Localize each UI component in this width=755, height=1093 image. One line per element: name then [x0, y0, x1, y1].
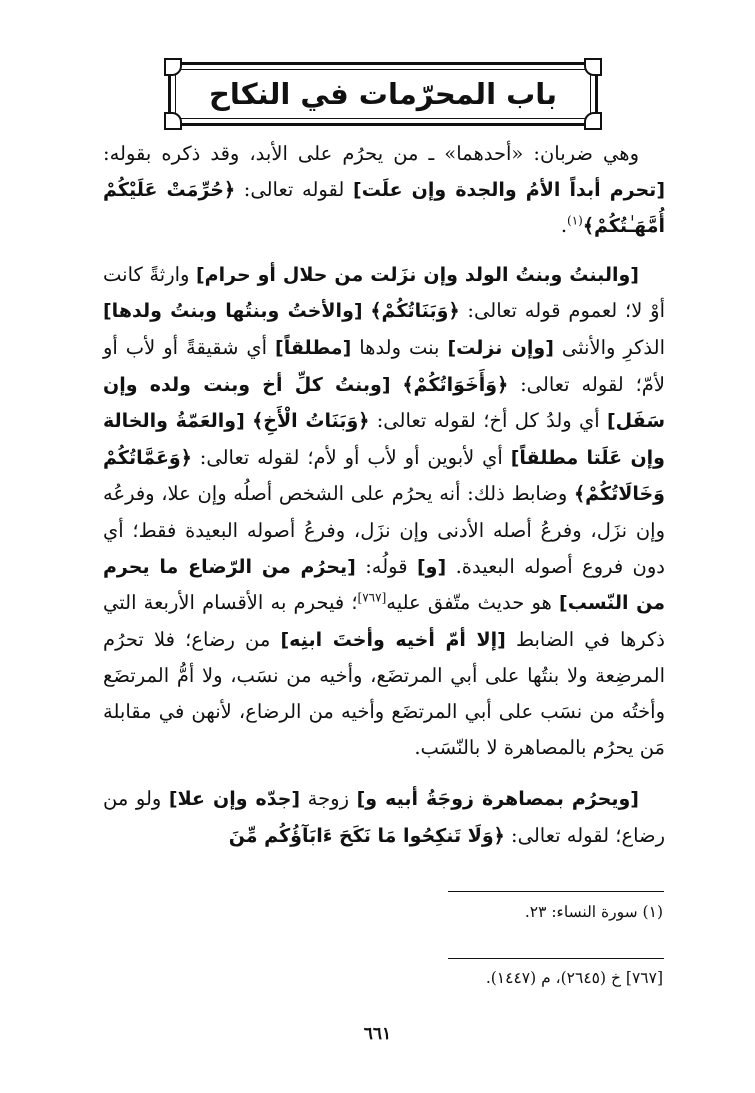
text-run: قولُه: — [355, 554, 417, 578]
quran-verse: ﴿وَأَخَوَاتُكُمْ﴾ — [402, 373, 509, 396]
text-run: ؛ فيحرم به الأقسام الأربعة التي ذكرها في الضابط — [103, 591, 665, 651]
chapter-title: باب المحرّمات في النكاح — [208, 77, 558, 111]
text-run: أي شقيقةً أو لأب أو لأمّ؛ لقوله تعالى: — [103, 335, 665, 396]
text-run: وضابط ذلك: أنه يحرُم على الشخص أصلُه وإن علا، وفرعُه وإن نزَل، وفرعُ أصله الأدنى وإن نزَل، وفرعُ أصوله البعيدة فقط؛ أي دون فروع أصوله البعيدة. — [103, 482, 665, 578]
text-run: من رضاع؛ فلا تحرُم المرضِعة ولا بنتُها على أبي المرتضَع، وأخيه من نسَب، ولا أمُّ المرتضَع وأختُه من نسَب على أبي المرتضَع وأخيه من الرضاع، لأنهن في مقابلة مَن يحرُم بالمصاهرة لا بالنّسَب. — [103, 627, 665, 759]
matn-bold-text: [والبنتُ وبنتُ الولد وإن نزَلت من حلال أو حرام] — [196, 263, 639, 286]
matn-bold-text: [مطلقاً] — [275, 336, 352, 359]
matn-bold-text: [والأختُ وبنتُها وبنتُ ولدها] — [103, 300, 363, 323]
text-run: زوجة — [300, 787, 357, 811]
text-run: لقوله تعالى: — [235, 177, 354, 201]
text-run: الذكرِ والأنثى — [553, 335, 665, 359]
quran-verse: ﴿وَبَنَاتُكُمْ﴾ — [370, 300, 460, 323]
page-number: ٦٦١ — [363, 1024, 392, 1044]
text-run: بنت ولدها — [351, 335, 448, 359]
paragraph-3 — [103, 781, 665, 854]
matn-bold-text: [إلا أمّ أخيه وأختَ ابنِه] — [280, 628, 506, 651]
matn-bold-text: [وإن نزلت] — [447, 336, 554, 359]
main-text — [103, 136, 665, 854]
text-run — [391, 373, 403, 396]
title-frame-inner — [175, 69, 591, 119]
text-run: هو حديث متّفق عليه — [386, 591, 560, 615]
chapter-title-frame — [168, 62, 598, 126]
matn-bold-text: [ويحرُم بمصاهرة زوجَةُ أبيه و] — [356, 788, 639, 811]
frame-corner-ornament — [584, 58, 602, 76]
paragraph-2 — [103, 257, 665, 765]
quran-verse: ﴿وَبَنَاتُ الْأَخِ﴾ — [252, 410, 370, 433]
reference-marker: (١) — [567, 213, 583, 228]
matn-bold-text: [جدّه وإن علا] — [168, 788, 301, 811]
matn-bold-text: [يحرُم من الرّضاع ما يحرم من النّسب] — [103, 555, 665, 615]
matn-bold-text: [تحرم أبداً الأمُ والجدة وإن علَت] — [353, 178, 665, 201]
quran-verse: ﴿حُرِّمَتْ عَلَيْكُمْ أُمَّهَـٰتُكُمْ﴾ — [103, 178, 665, 238]
text-run: . — [560, 214, 568, 238]
matn-bold-text: [وبنتُ كلِّ أخ وبنت ولده وإن سَفَل] — [103, 373, 666, 433]
frame-corner-ornament — [164, 112, 182, 130]
footnote-divider — [448, 891, 664, 892]
text-run: أي لأبوين أو لأب أو لأم؛ لقوله تعالى: — [191, 445, 511, 469]
footnote-quran-reference: (١) سورة النساء: ٢٣. — [524, 903, 663, 921]
text-run: وارثةً كانت أوْ لا؛ لعموم قوله تعالى: — [103, 262, 666, 323]
paragraph-1 — [103, 136, 665, 245]
matn-bold-text: [والعَمّةُ والخالة وإن عَلَتا مطلقاً] — [103, 410, 665, 469]
quran-verse: ﴿وَعَمَّاتُكُمْ وَخَالَاتُكُمْ﴾ — [103, 446, 665, 506]
text-run: ولو من رضاع؛ لقوله تعالى: — [103, 787, 665, 847]
frame-corner-ornament — [584, 112, 602, 130]
frame-corner-ornament — [164, 58, 182, 76]
text-run: وهي ضربان: «أحدهما» ـ من يحرُم على الأبد، وقد ذكره بقوله: — [103, 142, 639, 165]
footnote-hadith-reference: [٧٦٧] خ (٢٦٤٥)، م (١٤٤٧). — [485, 969, 663, 987]
text-run: أي ولدُ كل أخ؛ لقوله تعالى: — [369, 409, 607, 433]
matn-bold-text: [و] — [416, 555, 447, 578]
reference-marker: [٧٦٧] — [357, 590, 387, 605]
quran-verse: ﴿وَلَا تَنكِحُوا مَا نَكَحَ ءَابَآؤُكُم مِّنَ — [228, 824, 505, 847]
footnote-divider — [448, 958, 664, 959]
